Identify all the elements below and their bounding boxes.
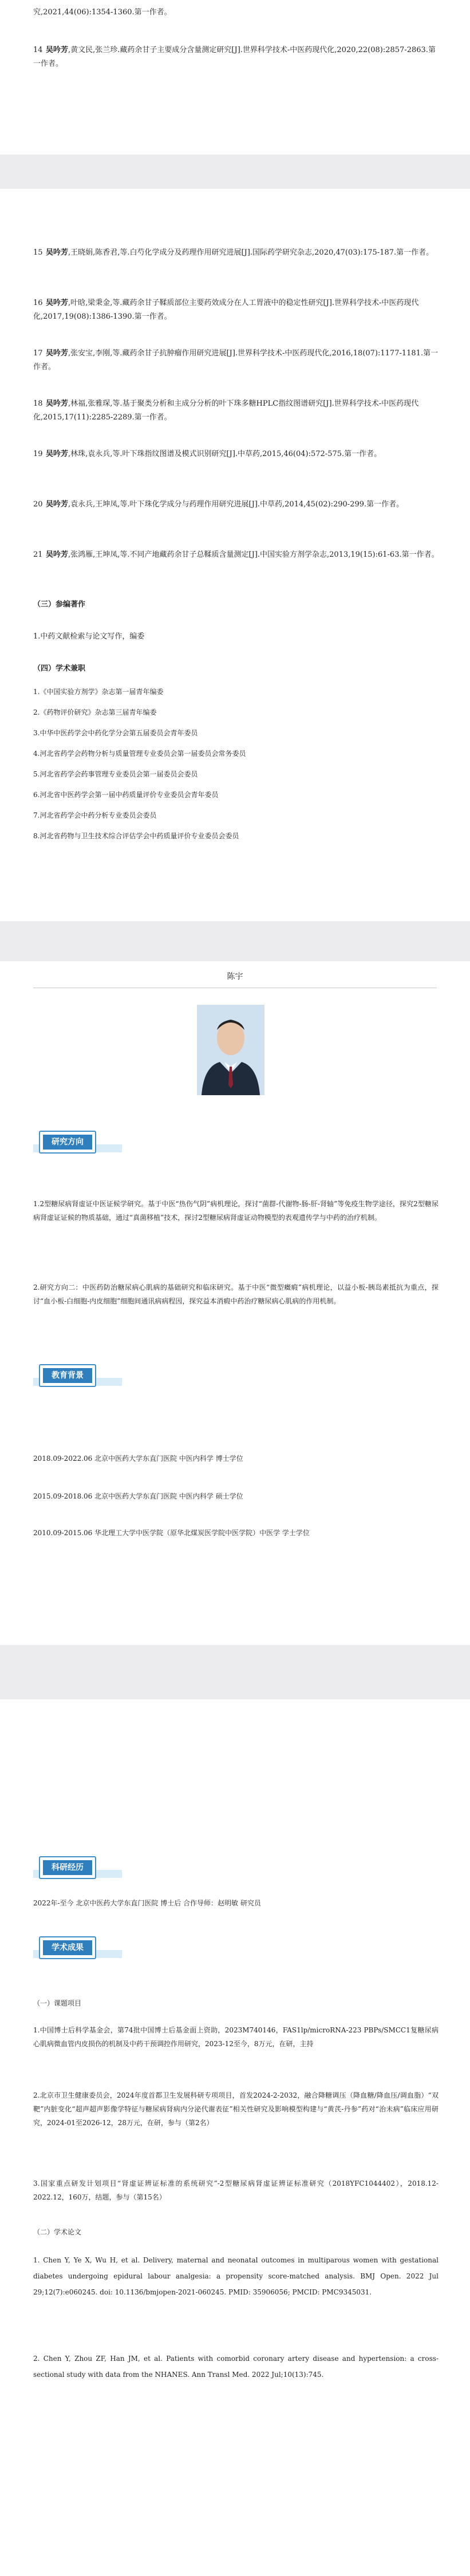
reference-item-18 (33, 397, 440, 425)
section-heading-projects: （一）课题项目 (33, 1999, 82, 2007)
document-page-3 (0, 961, 470, 1645)
document-page-4 (0, 1699, 470, 2576)
reference-number: 18 (33, 399, 43, 408)
reference-text: ,叶晗,梁秉金,等.藏药余甘子鞣质部位主要药效成分在人工胃液中的稳定性研究[J].世界科学技术-中医药现代化,2017,19(08):1386-1390.第一作者。 (33, 299, 419, 321)
reference-text: ,张鸿雁,王坤凤,等.不同产地藏药余甘子总鞣质含量测定[J].中国实验方剂学杂志,2013,19(15):61-63.第一作者。 (68, 550, 439, 559)
page-separator (0, 1645, 470, 1699)
research-direction-1: 1.2型糖尿病肾虚证中医证候学研究。基于中医“热伤气阴”病机理论，探讨“菌群-代谢物-肠-肝-肾轴”等免疫生物学途径，探究2型糖尿病肾虚证证候的物质基础，通过“真菌移植”技术，探讨2型糖尿病肾虚证动物模型的表观遗传学与中药的治疗机制。 (33, 1200, 439, 1222)
reference-number: 15 (33, 248, 43, 257)
role-item: 8.河北省药物与卫生技术综合评估学会中药质量评价专业委员会委员 (33, 832, 239, 840)
reference-item-16 (33, 296, 440, 324)
paper-item: 2. Chen Y, Zhou ZF, Han JM, et al. Patients with comorbid coronary artery disease and hypertension: a cross-sectional study with data from the NHANES. Ann Transl Med. 2022 Jul;10(13):745. (33, 2355, 439, 2379)
banner-label: 研究方向 (43, 1135, 92, 1150)
section-heading-papers: （二）学术论文 (33, 2228, 82, 2236)
reference-number: 21 (33, 550, 43, 559)
role-item: 1.《中国实验方剂学》杂志第一届青年编委 (33, 688, 164, 696)
reference-author: 吴吟芳 (46, 450, 69, 458)
reference-item-15 (33, 246, 440, 260)
reference-author: 吴吟芳 (46, 349, 69, 358)
section-heading-roles: （四）学术兼职 (33, 664, 86, 673)
reference-item-17 (33, 347, 440, 374)
reference-number: 17 (33, 349, 43, 358)
role-item: 6.河北省中医药学会第一届中药质量评价专业委员会青年委员 (33, 791, 219, 799)
reference-author: 吴吟芳 (46, 500, 69, 509)
reference-number: 20 (33, 500, 43, 509)
book-entry: 1.中药文献检索与论文写作，编委 (33, 632, 145, 641)
reference-text: ,王晓娟,陈香君,等.白芍化学成分及药理作用研究进展[J].国际药学研究杂志,2020,47(03):175-187.第一作者。 (68, 248, 434, 257)
role-item: 5.河北省药学会药事管理专业委员会第一届委员会委员 (33, 770, 198, 778)
reference-author: 吴吟芳 (46, 550, 69, 559)
page-separator (0, 154, 470, 189)
section-heading-books: （三）参编著作 (33, 600, 86, 609)
document-page-2 (0, 189, 470, 921)
work-experience-item: 2022年-至今 北京中医药大学东直门医院 博士后 合作导师：赵明敏 研究员 (33, 1899, 261, 1907)
role-item: 4.河北省药学会药物分析与质量管理专业委员会第一届委员会常务委员 (33, 750, 246, 758)
banner-label: 教育背景 (43, 1368, 92, 1383)
banner-box (39, 1856, 96, 1879)
banner-box (39, 1364, 96, 1387)
banner-box (39, 1936, 96, 1959)
reference-text: ,袁永兵,王坤凤,等.叶下珠化学成分与药理作用研究进展[J].中草药,2014,45(02):290-299.第一作者。 (68, 500, 404, 509)
reference-item-21 (33, 548, 440, 562)
reference-text: ,张安宝,李刚,等.藏药余甘子抗肿瘤作用研究进展[J].世界科学技术-中医药现代化,2016,18(07):1177-1181.第一作者。 (33, 349, 439, 371)
person-portrait-icon (197, 1005, 264, 1095)
reference-item-14 (33, 43, 440, 71)
profile-name: 陈宇 (227, 972, 243, 981)
reference-text: ,黄文民,张兰珍.藏药余甘子主要成分含量测定研究[J].世界科学技术-中医药现代化,2020,22(08):2857-2863.第一作者。 (33, 46, 436, 68)
reference-item-13-tail (33, 6, 440, 19)
reference-author: 吴吟芳 (46, 299, 69, 307)
page-separator (0, 921, 470, 961)
education-item: 2018.09-2022.06 北京中医药大学东直门医院 中医内科学 博士学位 (33, 1455, 243, 1463)
reference-text: 究,2021,44(06):1354-1360.第一作者。 (33, 8, 172, 17)
reference-number: 14 (33, 46, 43, 54)
role-item: 2.《药物评价研究》杂志第三届青年编委 (33, 708, 157, 716)
reference-author: 吴吟芳 (46, 46, 69, 54)
reference-author: 吴吟芳 (46, 399, 69, 408)
banner-label: 学术成果 (43, 1940, 92, 1955)
research-direction-2: 2.研究方向二：中医药防治糖尿病心肌病的基础研究和临床研究。基于中医“微型癥瘕”病机理论，以益小板-胰岛素抵抗为重点，探讨“血小板-白细胞-内皮细胞”细胞间通讯病病程因，探究益本消瘕中药治疗糖尿病心肌病的作用机制。 (33, 1283, 439, 1305)
role-item: 7.河北省药学会中药分析专业委员会委员 (33, 811, 157, 819)
profile-photo (197, 1005, 264, 1095)
project-item: 3.国家重点研发计划项目“肾虚证辨证标准的系统研究”-2型糖尿病肾虚证辨证标准研究（2018YFC1044402），2018.12-2022.12，160万，结题，参与（第15名） (33, 2179, 439, 2201)
document-page-1 (0, 0, 470, 154)
role-item: 3.中华中医药学会中药化学分会第五届委员会青年委员 (33, 729, 198, 737)
reference-item-20 (33, 498, 440, 512)
reference-number: 19 (33, 450, 43, 458)
reference-text: ,林福,张雅琛,等.基于聚类分析和主成分分析的叶下珠多糖HPLC指纹图谱研究[J].世界科学技术-中医药现代化,2015,17(11):2285-2289.第一作者。 (33, 399, 419, 422)
education-item: 2015.09-2018.06 北京中医药大学东直门医院 中医内科学 硕士学位 (33, 1492, 243, 1500)
education-item: 2010.09-2015.06 华北理工大学中医学院（原华北煤炭医学院中医学院）中医学 学士学位 (33, 1529, 310, 1537)
project-item: 1.中国博士后科学基金会，第74批中国博士后基金面上资助，2023M740146，FAS1lp/microRNA-223 PBPs/SMCC1复糖尿病心肌病微血管内皮损伤的机制及中药干预调控作用研究，2023-12至今，8万元，在研，主持 (33, 2026, 439, 2048)
reference-author: 吴吟芳 (46, 248, 69, 257)
banner-label: 科研经历 (43, 1860, 92, 1875)
banner-box (39, 1131, 96, 1154)
reference-number: 16 (33, 299, 43, 307)
project-item: 2.北京市卫生健康委员会，2024年度首都卫生发展科研专项项目，首发2024-2-2032，融合降糖调压（降血糖/降血压/调血脂）“双靶”内脏变化“超声超声影像学特征与糖尿病肾病内分泌代谢表征”相关性研究及影响模型构建与“黄芪-丹参”药对“治未病”临床应用研究，2024-01至2026-12，28万元，在研，参与（第2名） (33, 2091, 439, 2127)
reference-item-19 (33, 447, 440, 461)
paper-item: 1. Chen Y, Ye X, Wu H, et al. Delivery, maternal and neonatal outcomes in multiparous women with gestational diabetes undergoing epidural labour analgesia: a propensity score-matched analysis. BMJ Open. 2022 Jul 29;12(7):e060245. doi: 10.1136/bmjopen-2021-060245. PMID: 35906056; PMCID: PMC9345031. (33, 2256, 439, 2296)
reference-text: ,林珠,袁永兵,等.叶下珠指纹图谱及模式识别研究[J].中草药,2015,46(04):572-575.第一作者。 (68, 450, 382, 458)
